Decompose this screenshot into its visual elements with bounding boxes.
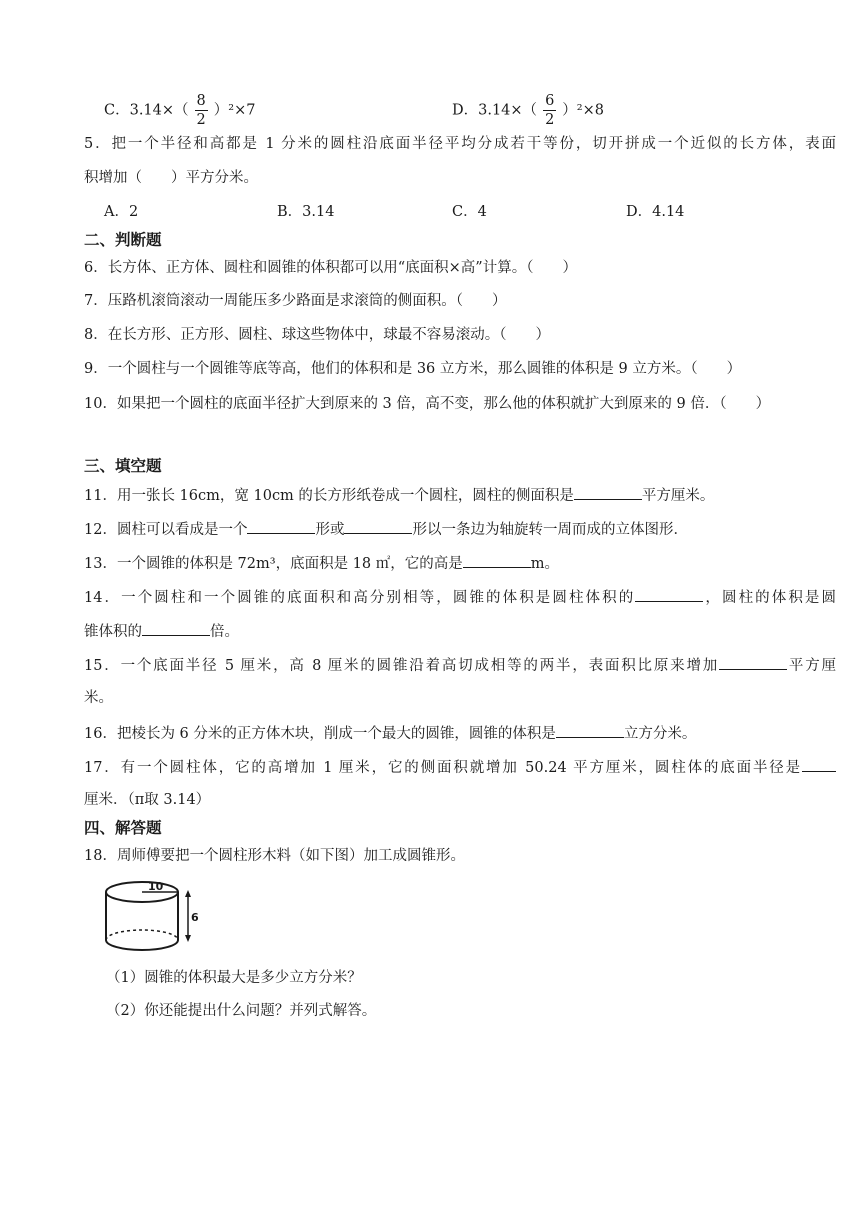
- q5-stem-line2: 积增加（ ）平方分米。: [84, 170, 258, 186]
- section-title-judge: 二、判断题: [84, 231, 162, 249]
- q5-option-b: B．3.14: [277, 204, 335, 220]
- question-14-text-cont: 锥体积的: [84, 624, 142, 640]
- question-16-unit: 立方分米。: [623, 726, 697, 742]
- question-13-text: 13．一个圆锥的体积是 72m³，底面积是 18 ㎡，它的高是: [84, 556, 463, 572]
- fraction-numerator: 8: [196, 93, 206, 109]
- question-14-line2: [84, 620, 239, 642]
- question-12-text-end: 形以一条边为轴旋转一周而成的立体图形．: [412, 522, 688, 538]
- question-16: [84, 722, 696, 744]
- question-11-text: 11．用一张长 16cm，宽 10cm 的长方形纸卷成一个圆柱，圆柱的侧面积是: [84, 488, 574, 504]
- q5-option-c: C．4: [452, 204, 487, 220]
- q5-option-d: D．4.14: [626, 204, 685, 220]
- section-title-solve: 四、解答题: [84, 819, 162, 837]
- question-14-unit: 倍。: [210, 624, 239, 640]
- question-11: [84, 484, 714, 506]
- answer-blank[interactable]: [463, 552, 531, 568]
- q4-option-c-suffix: ）²×7: [213, 102, 256, 119]
- answer-blank[interactable]: [247, 518, 315, 534]
- q5-option-a: A．2: [104, 204, 139, 220]
- question-11-unit: 平方厘米。: [641, 488, 715, 504]
- cylinder-figure: [100, 878, 200, 956]
- question-8: 8．在长方形、正方形、圆柱、球这些物体中，球最不容易滚动。（ ）: [84, 327, 550, 343]
- question-9: 9．一个圆柱与一个圆锥等底等高，他们的体积和是 36 立方米，那么圆锥的体积是 9 立方米。（ ）: [84, 361, 742, 377]
- fraction: [195, 92, 208, 129]
- answer-blank[interactable]: [556, 722, 624, 738]
- q4-option-d-prefix: D．3.14×（: [452, 102, 538, 119]
- height-label: 6: [191, 911, 199, 924]
- question-15-line1: [84, 654, 836, 676]
- question-15-unit: 平方厘: [787, 658, 836, 674]
- diameter-label: 10: [148, 880, 164, 893]
- question-7: 7．压路机滚筒滚动一周能压多少路面是求滚筒的侧面积。（ ）: [84, 293, 507, 309]
- question-18-stem: 18．周师傅要把一个圆柱形木料（如下图）加工成圆锥形。: [84, 848, 465, 864]
- fraction-denominator: 2: [196, 112, 206, 128]
- question-15-text: 15．一个底面半径 5 厘米，高 8 厘米的圆锥沿着高切成相等的两半，表面积比原来增加: [84, 658, 720, 674]
- section-title-fill: 三、填空题: [84, 457, 162, 475]
- question-14-text: 14．一个圆柱和一个圆锥的底面积和高分别相等，圆锥的体积是圆柱体积的: [84, 590, 636, 606]
- question-12-text-mid: 形或: [315, 522, 345, 538]
- answer-blank[interactable]: [142, 620, 210, 636]
- question-16-text: 16．把棱长为 6 分米的正方体木块，削成一个最大的圆锥，圆锥的体积是: [84, 726, 556, 742]
- q5-stem-line1: 5．把一个半径和高都是 1 分米的圆柱沿底面半径平均分成若干等份，切开拼成一个近似的长方体，表面: [84, 136, 836, 152]
- question-12: [84, 518, 688, 540]
- fraction-numerator: 6: [545, 93, 555, 109]
- answer-blank[interactable]: [719, 654, 787, 670]
- question-15-line2: 米。: [84, 690, 113, 706]
- question-12-text: 12．圆柱可以看成是一个: [84, 522, 248, 538]
- answer-blank[interactable]: [635, 586, 703, 602]
- fraction-denominator: 2: [545, 112, 555, 128]
- question-13-unit: m。: [530, 556, 559, 572]
- question-18-sub1: （1）圆锥的体积最大是多少立方分米？: [106, 970, 362, 986]
- q4-option-d: [452, 92, 604, 129]
- question-10: 10．如果把一个圆柱的底面半径扩大到原来的 3 倍，高不变，那么他的体积就扩大到原来的 9 倍．（ ）: [84, 396, 771, 412]
- q4-option-c-prefix: C．3.14×（: [104, 102, 189, 119]
- answer-blank[interactable]: [574, 484, 642, 500]
- q4-option-c: [104, 92, 255, 129]
- question-14-text-mid: ，圆柱的体积是圆: [703, 590, 837, 606]
- q4-option-d-suffix: ）²×8: [562, 102, 604, 119]
- question-13: [84, 552, 559, 574]
- question-17-text: 17．有一个圆柱体，它的高增加 1 厘米，它的侧面积就增加 50.24 平方厘米，圆柱体的底面半径是: [84, 760, 802, 776]
- question-17-line1: [84, 756, 836, 778]
- answer-blank[interactable]: [802, 756, 836, 772]
- question-6: 6．长方体、正方体、圆柱和圆锥的体积都可以用“底面积×高”计算。（ ）: [84, 260, 577, 276]
- question-17-line2: 厘米．（π取 3.14）: [84, 792, 211, 808]
- question-18-sub2: （2）你还能提出什么问题？并列式解答。: [106, 1003, 377, 1019]
- fraction: [543, 92, 556, 129]
- question-14-line1: [84, 586, 836, 608]
- answer-blank[interactable]: [344, 518, 412, 534]
